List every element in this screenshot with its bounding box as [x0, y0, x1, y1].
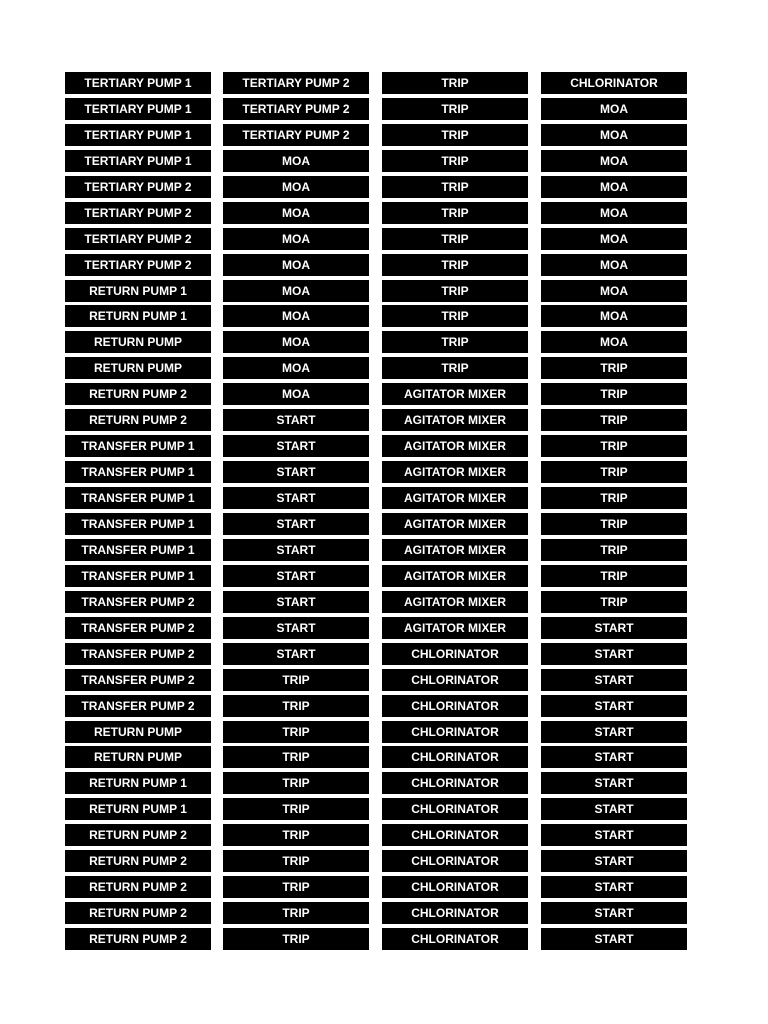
- equipment-label: RETURN PUMP 1: [65, 280, 211, 302]
- label-row: [0, 487, 768, 509]
- equipment-label: START: [541, 695, 687, 717]
- equipment-label: START: [223, 513, 369, 535]
- equipment-label: TRIP: [382, 176, 528, 198]
- equipment-label: TRANSFER PUMP 1: [65, 435, 211, 457]
- label-row: [0, 228, 768, 250]
- equipment-label: MOA: [541, 331, 687, 353]
- equipment-label: START: [223, 643, 369, 665]
- equipment-label: CHLORINATOR: [382, 721, 528, 743]
- label-row: [0, 124, 768, 146]
- equipment-label: CHLORINATOR: [382, 772, 528, 794]
- label-row: [0, 876, 768, 898]
- equipment-label: MOA: [223, 202, 369, 224]
- equipment-label: TRIP: [541, 409, 687, 431]
- equipment-label: TRIP: [541, 591, 687, 613]
- equipment-label: START: [541, 928, 687, 950]
- equipment-label: START: [541, 746, 687, 768]
- equipment-label: CHLORINATOR: [382, 902, 528, 924]
- equipment-label: TERTIARY PUMP 2: [223, 72, 369, 94]
- equipment-label: MOA: [541, 150, 687, 172]
- label-row: [0, 591, 768, 613]
- equipment-label: START: [223, 617, 369, 639]
- equipment-label: TRIP: [541, 435, 687, 457]
- equipment-label: RETURN PUMP 2: [65, 850, 211, 872]
- label-row: [0, 254, 768, 276]
- equipment-label: MOA: [541, 228, 687, 250]
- equipment-label: TRIP: [382, 305, 528, 327]
- equipment-label: CHLORINATOR: [382, 850, 528, 872]
- equipment-label: TRIP: [541, 461, 687, 483]
- label-row: [0, 383, 768, 405]
- equipment-label: MOA: [541, 202, 687, 224]
- equipment-label: START: [541, 902, 687, 924]
- equipment-label: START: [541, 876, 687, 898]
- equipment-label: AGITATOR MIXER: [382, 539, 528, 561]
- equipment-label: TRIP: [382, 331, 528, 353]
- equipment-label: TRANSFER PUMP 2: [65, 591, 211, 613]
- equipment-label: RETURN PUMP 2: [65, 383, 211, 405]
- equipment-label: TRIP: [382, 98, 528, 120]
- equipment-label: TRANSFER PUMP 2: [65, 617, 211, 639]
- equipment-label: AGITATOR MIXER: [382, 487, 528, 509]
- equipment-label: TRANSFER PUMP 1: [65, 513, 211, 535]
- equipment-label: TRIP: [382, 254, 528, 276]
- equipment-label: AGITATOR MIXER: [382, 461, 528, 483]
- equipment-label: TERTIARY PUMP 2: [65, 254, 211, 276]
- equipment-label: TRIP: [382, 72, 528, 94]
- equipment-label: MOA: [541, 176, 687, 198]
- equipment-label: RETURN PUMP: [65, 721, 211, 743]
- label-row: [0, 850, 768, 872]
- equipment-label: MOA: [223, 254, 369, 276]
- equipment-label: CHLORINATOR: [382, 643, 528, 665]
- equipment-label: TRANSFER PUMP 1: [65, 487, 211, 509]
- equipment-label: TERTIARY PUMP 2: [65, 202, 211, 224]
- equipment-label: START: [223, 539, 369, 561]
- label-row: [0, 461, 768, 483]
- label-row: [0, 150, 768, 172]
- equipment-label: CHLORINATOR: [382, 876, 528, 898]
- label-row: [0, 669, 768, 691]
- equipment-label: MOA: [541, 280, 687, 302]
- equipment-label: TRIP: [223, 902, 369, 924]
- equipment-label: AGITATOR MIXER: [382, 513, 528, 535]
- label-row: [0, 72, 768, 94]
- equipment-label: TRIP: [541, 565, 687, 587]
- equipment-label: TERTIARY PUMP 2: [65, 176, 211, 198]
- equipment-label: TRIP: [223, 824, 369, 846]
- equipment-label: START: [541, 617, 687, 639]
- equipment-label: TRIP: [541, 487, 687, 509]
- equipment-label: START: [223, 409, 369, 431]
- equipment-label: TERTIARY PUMP 1: [65, 72, 211, 94]
- equipment-label: CHLORINATOR: [541, 72, 687, 94]
- equipment-label: START: [541, 643, 687, 665]
- equipment-label: RETURN PUMP: [65, 746, 211, 768]
- equipment-label: TRANSFER PUMP 1: [65, 539, 211, 561]
- equipment-label: TRIP: [223, 928, 369, 950]
- equipment-label: MOA: [223, 357, 369, 379]
- equipment-label: MOA: [223, 228, 369, 250]
- equipment-label: TERTIARY PUMP 1: [65, 150, 211, 172]
- label-row: [0, 357, 768, 379]
- equipment-label: TERTIARY PUMP 1: [65, 98, 211, 120]
- equipment-label: START: [541, 798, 687, 820]
- equipment-label: TRIP: [541, 357, 687, 379]
- equipment-label: CHLORINATOR: [382, 669, 528, 691]
- equipment-label: RETURN PUMP 2: [65, 928, 211, 950]
- equipment-label: TRIP: [223, 772, 369, 794]
- equipment-label: TRIP: [382, 150, 528, 172]
- equipment-label: RETURN PUMP 1: [65, 772, 211, 794]
- equipment-label: START: [541, 772, 687, 794]
- equipment-label: TERTIARY PUMP 1: [65, 124, 211, 146]
- label-row: [0, 176, 768, 198]
- equipment-label: TRIP: [223, 721, 369, 743]
- equipment-label: RETURN PUMP 1: [65, 305, 211, 327]
- equipment-label: RETURN PUMP 2: [65, 824, 211, 846]
- equipment-label: MOA: [223, 331, 369, 353]
- equipment-label: MOA: [541, 98, 687, 120]
- label-row: [0, 305, 768, 327]
- equipment-label: TRIP: [223, 798, 369, 820]
- equipment-label: RETURN PUMP 2: [65, 409, 211, 431]
- equipment-label: MOA: [541, 305, 687, 327]
- equipment-label: TRANSFER PUMP 1: [65, 461, 211, 483]
- equipment-label: START: [223, 487, 369, 509]
- equipment-label: MOA: [223, 150, 369, 172]
- equipment-label: TRIP: [223, 695, 369, 717]
- label-row: [0, 824, 768, 846]
- equipment-label: TRANSFER PUMP 1: [65, 565, 211, 587]
- equipment-label: RETURN PUMP 2: [65, 876, 211, 898]
- equipment-label: START: [541, 669, 687, 691]
- equipment-label: START: [223, 435, 369, 457]
- equipment-label: MOA: [223, 280, 369, 302]
- equipment-label: MOA: [223, 176, 369, 198]
- equipment-label: AGITATOR MIXER: [382, 409, 528, 431]
- equipment-label: TRIP: [223, 876, 369, 898]
- equipment-label: TRIP: [382, 280, 528, 302]
- label-row: [0, 513, 768, 535]
- equipment-label: TRIP: [382, 228, 528, 250]
- equipment-label: TRIP: [223, 850, 369, 872]
- equipment-label: TRANSFER PUMP 2: [65, 669, 211, 691]
- equipment-label: START: [541, 824, 687, 846]
- label-row: [0, 565, 768, 587]
- equipment-label: START: [223, 565, 369, 587]
- equipment-label: RETURN PUMP: [65, 357, 211, 379]
- equipment-label: RETURN PUMP 2: [65, 902, 211, 924]
- label-row: [0, 746, 768, 768]
- label-row: [0, 643, 768, 665]
- equipment-label: MOA: [541, 124, 687, 146]
- equipment-label: RETURN PUMP: [65, 331, 211, 353]
- label-row: [0, 902, 768, 924]
- equipment-label: AGITATOR MIXER: [382, 565, 528, 587]
- equipment-label: MOA: [223, 305, 369, 327]
- equipment-label: AGITATOR MIXER: [382, 435, 528, 457]
- equipment-label: START: [541, 721, 687, 743]
- label-row: [0, 617, 768, 639]
- label-row: [0, 435, 768, 457]
- equipment-label: TERTIARY PUMP 2: [223, 98, 369, 120]
- label-row: [0, 928, 768, 950]
- equipment-label: TERTIARY PUMP 2: [65, 228, 211, 250]
- label-row: [0, 539, 768, 561]
- label-row: [0, 280, 768, 302]
- equipment-label: TRIP: [541, 513, 687, 535]
- equipment-label: CHLORINATOR: [382, 746, 528, 768]
- label-row: [0, 331, 768, 353]
- equipment-label: CHLORINATOR: [382, 928, 528, 950]
- label-row: [0, 409, 768, 431]
- equipment-label: START: [223, 591, 369, 613]
- label-row: [0, 772, 768, 794]
- equipment-label: TRIP: [541, 539, 687, 561]
- equipment-label: TRIP: [541, 383, 687, 405]
- equipment-label: START: [541, 850, 687, 872]
- label-row: [0, 98, 768, 120]
- equipment-label: TRIP: [223, 746, 369, 768]
- label-row: [0, 202, 768, 224]
- equipment-label: TERTIARY PUMP 2: [223, 124, 369, 146]
- equipment-label: MOA: [541, 254, 687, 276]
- equipment-label: AGITATOR MIXER: [382, 617, 528, 639]
- equipment-label: MOA: [223, 383, 369, 405]
- equipment-label: RETURN PUMP 1: [65, 798, 211, 820]
- label-row: [0, 721, 768, 743]
- equipment-label: CHLORINATOR: [382, 824, 528, 846]
- label-row: [0, 695, 768, 717]
- equipment-label: TRIP: [223, 669, 369, 691]
- equipment-label: TRIP: [382, 357, 528, 379]
- equipment-label: CHLORINATOR: [382, 695, 528, 717]
- equipment-label: START: [223, 461, 369, 483]
- equipment-label: TRIP: [382, 124, 528, 146]
- equipment-label: AGITATOR MIXER: [382, 591, 528, 613]
- equipment-label: TRANSFER PUMP 2: [65, 695, 211, 717]
- equipment-label: AGITATOR MIXER: [382, 383, 528, 405]
- equipment-label: CHLORINATOR: [382, 798, 528, 820]
- equipment-label: TRANSFER PUMP 2: [65, 643, 211, 665]
- label-row: [0, 798, 768, 820]
- equipment-label: TRIP: [382, 202, 528, 224]
